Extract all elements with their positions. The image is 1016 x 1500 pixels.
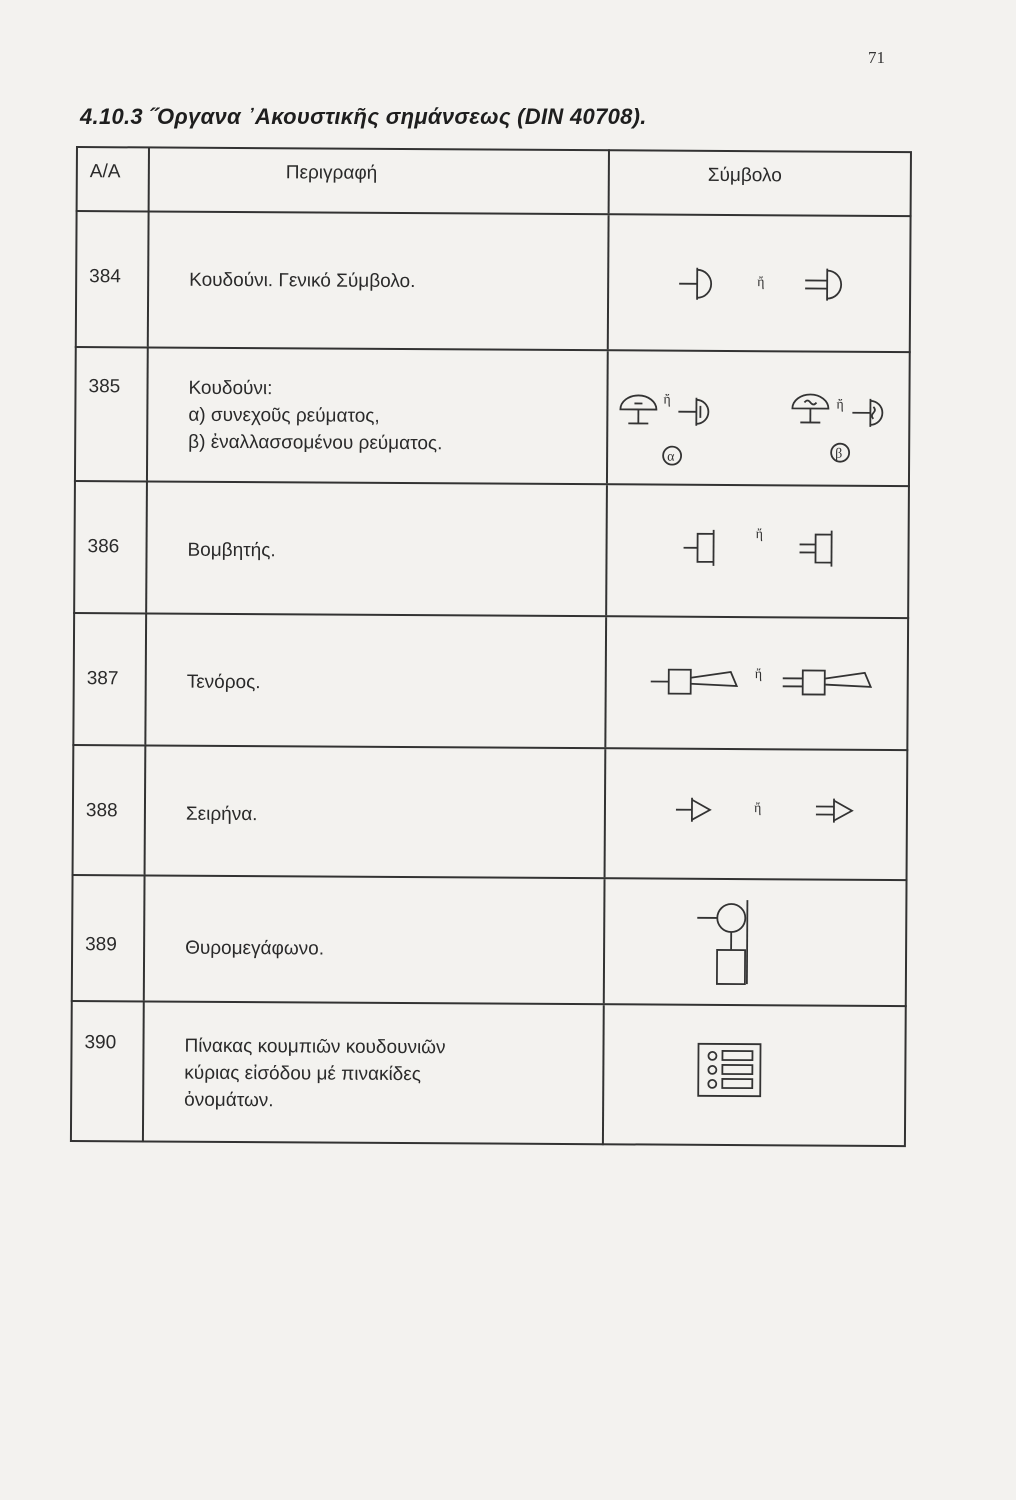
or-label: ἤ <box>757 275 765 291</box>
row-description: Κουδούνι: α) συνεχοῦς ρεύματος, β) ἐναλλασσομένου ρεύματος. <box>188 377 443 455</box>
table-row <box>72 612 909 749</box>
table-row <box>71 874 908 1005</box>
table-row <box>72 744 909 879</box>
siren-symbol-icon <box>606 749 909 881</box>
row-number: 388 <box>85 800 118 822</box>
table-row <box>74 346 911 485</box>
or-label: ἤ <box>663 392 671 408</box>
row-number: 387 <box>86 668 119 690</box>
section-title: 4.10.3 ˝Οργανα ᾽Ακουστικῆς σημάνσεως (DIN 40708). <box>80 104 647 129</box>
table-row <box>75 210 912 351</box>
horn-symbol-icon <box>606 617 909 751</box>
label-a: α <box>667 449 675 465</box>
table-row <box>70 1000 907 1147</box>
label-b: β <box>835 446 843 462</box>
header-symbol: Σύμβολο <box>707 164 782 187</box>
bell-dc-ac-symbol-icon <box>608 351 911 487</box>
buzzer-symbol-icon <box>607 485 910 619</box>
table-header-row <box>76 146 912 215</box>
row-number: 384 <box>89 266 121 288</box>
row-description: Θυρομεγάφωνο. <box>185 937 325 960</box>
row-description: Σειρήνα. <box>185 803 258 826</box>
bell-button-panel-symbol-icon <box>604 1005 907 1149</box>
row-number: 385 <box>88 376 121 398</box>
row-description: Πίνακας κουμπιῶν κουδουνιῶν κύριας εἰσόδου μέ πινακίδες ὀνομάτων. <box>184 1035 446 1112</box>
or-label: ἤ <box>836 397 844 413</box>
row-number: 390 <box>84 1032 117 1054</box>
row-number: 389 <box>85 934 117 956</box>
header-aa: Α/Α <box>89 161 121 183</box>
or-label: ἤ <box>755 527 764 543</box>
header-description: Περιγραφή <box>285 162 378 184</box>
acoustic-devices-table <box>70 146 912 1147</box>
row-description: Βομβητής. <box>187 539 276 562</box>
page-number: 71 <box>868 48 885 67</box>
row-description: Κουδούνι. Γενικό Σύμβολο. <box>189 269 416 293</box>
row-number: 386 <box>87 536 120 558</box>
door-intercom-symbol-icon <box>605 879 908 1007</box>
or-label: ἤ <box>754 667 763 683</box>
row-description: Τενόρος. <box>186 671 261 694</box>
bell-symbol-icon <box>609 215 912 353</box>
or-label: ἤ <box>753 801 762 817</box>
table-row <box>73 480 910 617</box>
